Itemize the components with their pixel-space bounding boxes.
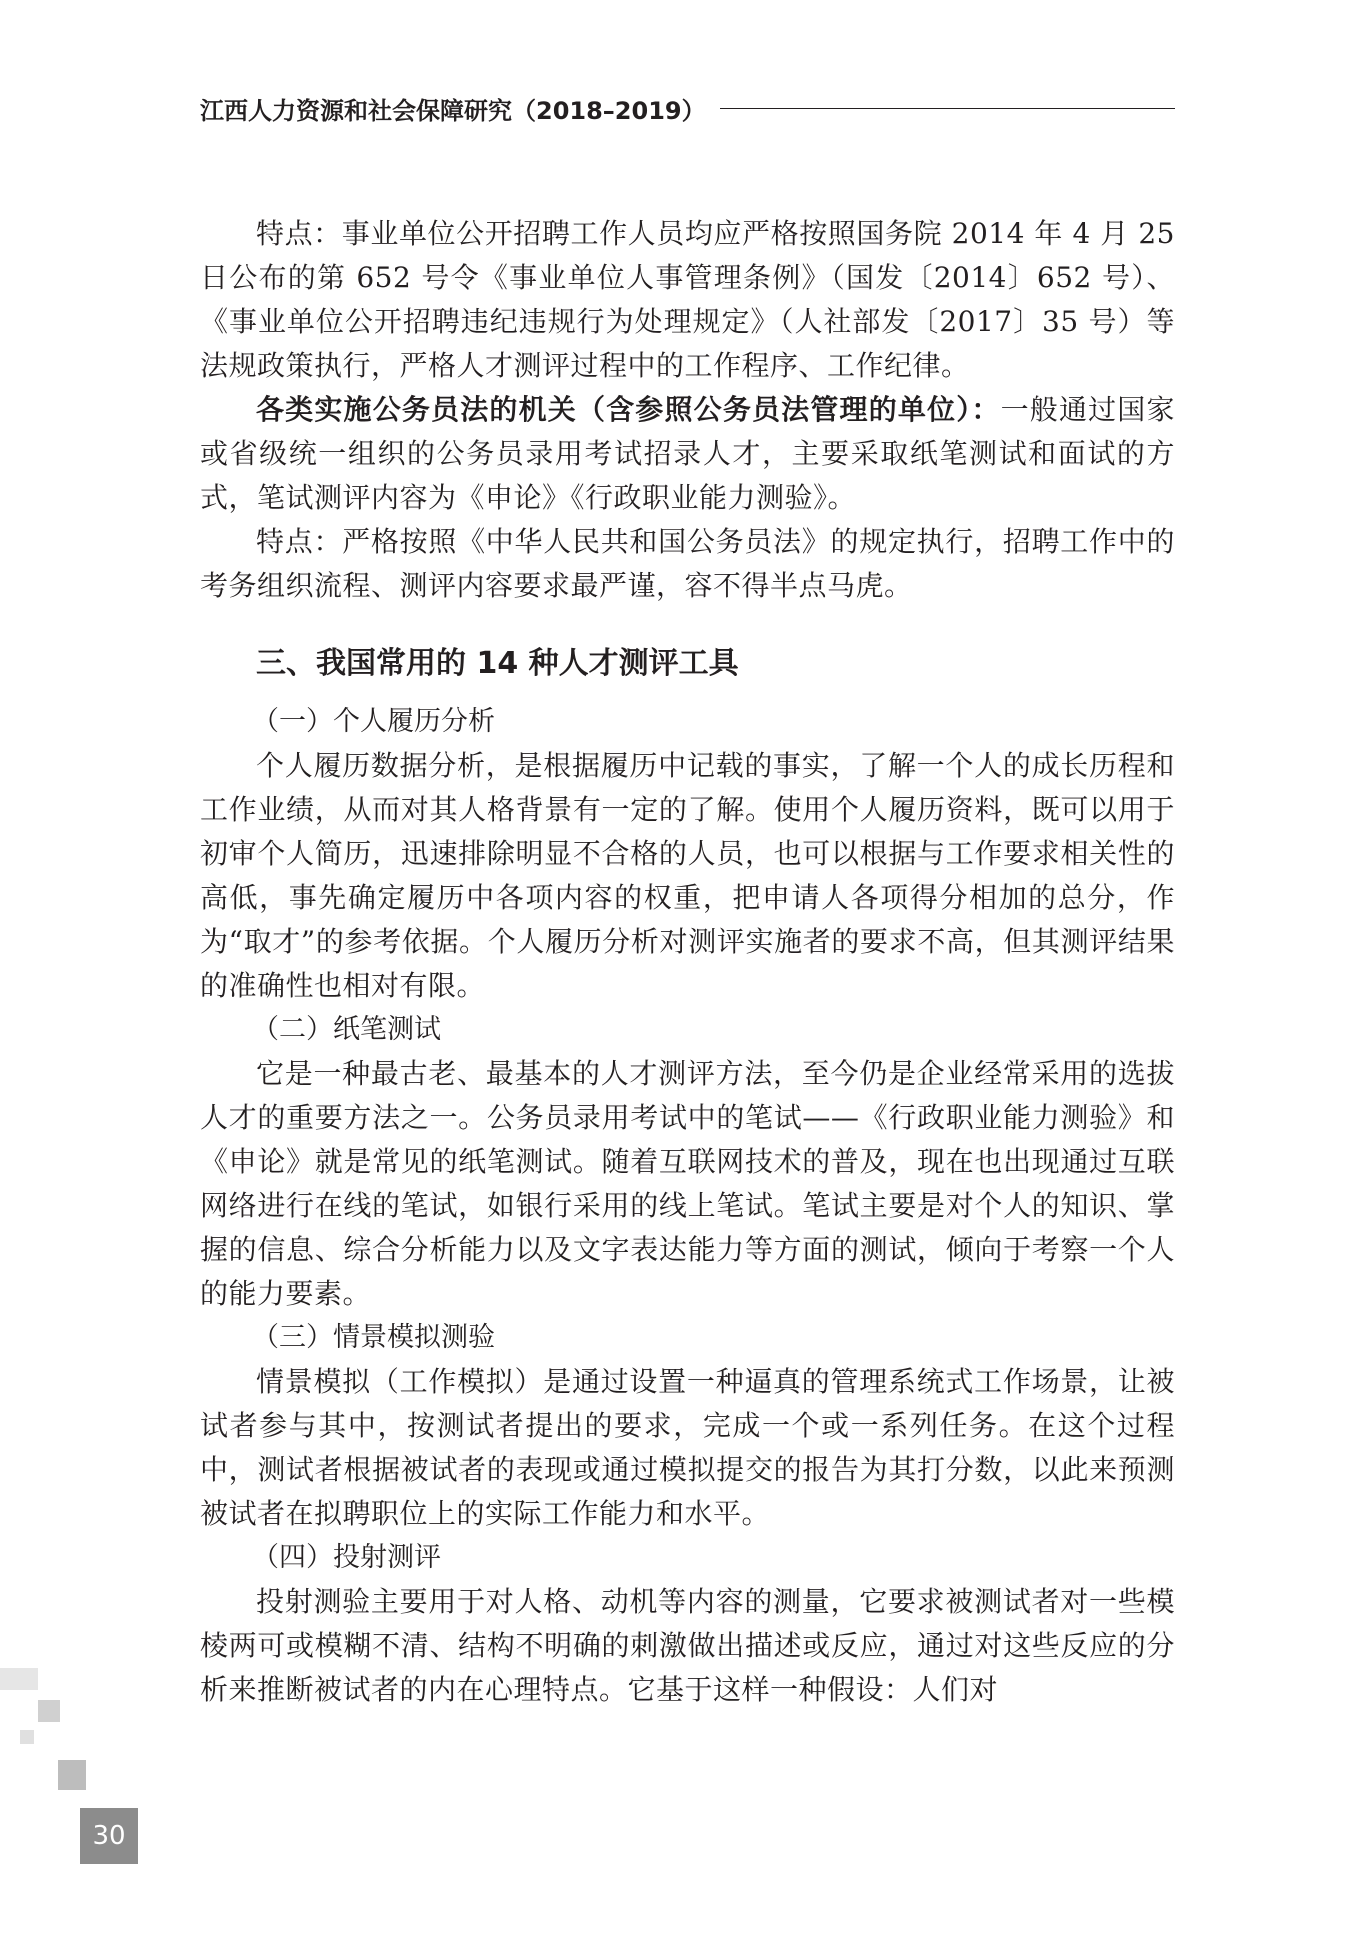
section-heading: 三、我国常用的 14 种人才测评工具 xyxy=(256,646,739,681)
paragraph-civil-servant-orgs xyxy=(200,388,1175,520)
subsection-2-paragraph: 它是一种最古老、最基本的人才测评方法，至今仍是企业经常采用的选拔人才的重要方法之一。公务员录用考试中的笔试——《行政职业能力测验》和《申论》就是常见的纸笔测试。随着互联网技术的普及，现在也出现通过互联网络进行在线的笔试，如银行采用的线上笔试。笔试主要是对个人的知识、掌握的信息、综合分析能力以及文字表达能力等方面的测试，倾向于考察一个人的能力要素。 xyxy=(200,1057,1175,1310)
subsection-3-paragraph: 情景模拟（工作模拟）是通过设置一种逼真的管理系统式工作场景，让被试者参与其中，按测试者提出的要求，完成一个或一系列任务。在这个过程中，测试者根据被试者的表现或通过模拟提交的报告为其打分数，以此来预测被试者在拟聘职位上的实际工作能力和水平。 xyxy=(200,1365,1175,1530)
decor-square-1 xyxy=(0,1668,38,1690)
decor-square-3 xyxy=(58,1760,86,1790)
subsection-heading-1: （一）个人履历分析 xyxy=(252,706,495,737)
subsection-heading-3: （三）情景模拟测验 xyxy=(252,1322,495,1353)
decor-square-4 xyxy=(20,1730,34,1744)
paragraph-features-1: 特点：事业单位公开招聘工作人员均应严格按照国务院 2014 年 4 月 25 日公布的第 652 号令《事业单位人事管理条例》（国发〔2014〕652 号）、《事业单位公开招聘违纪违规行为处理规定》（人社部发〔2017〕35 号）等法规政策执行，严格人才测评过程中的工作程序、工作纪律。 xyxy=(200,217,1175,382)
subsection-heading-4: （四）投射测评 xyxy=(252,1542,441,1573)
subsection-heading-2: （二）纸笔测试 xyxy=(252,1014,441,1045)
header-rule xyxy=(720,108,1175,109)
page-body xyxy=(200,212,1175,1712)
paragraph-lead-bold: 各类实施公务员法的机关（含参照公务员法管理的单位）： xyxy=(256,393,1001,426)
running-header-title: 江西人力资源和社会保障研究（2018–2019） xyxy=(200,96,706,125)
decor-square-2 xyxy=(38,1700,60,1722)
paragraph-features-2: 特点：严格按照《中华人民共和国公务员法》的规定执行，招聘工作中的考务组织流程、测评内容要求最严谨，容不得半点马虎。 xyxy=(200,525,1175,602)
subsection-4-paragraph: 投射测验主要用于对人格、动机等内容的测量，它要求被测试者对一些模棱两可或模糊不清、结构不明确的刺激做出描述或反应，通过对这些反应的分析来推断被试者的内在心理特点。它基于这样一种假设：人们对 xyxy=(200,1585,1175,1706)
paragraph-civil-servant-text: 一般通过国家或省级统一组织的公务员录用考试招录人才，主要采取纸笔测试和面试的方式，笔试测评内容为《申论》《行政职业能力测验》。 xyxy=(200,393,1175,514)
page-header xyxy=(200,88,1175,128)
subsection-1-paragraph: 个人履历数据分析，是根据履历中记载的事实，了解一个人的成长历程和工作业绩，从而对其人格背景有一定的了解。使用个人履历资料，既可以用于初审个人简历，迅速排除明显不合格的人员，也可以根据与工作要求相关性的高低，事先确定履历中各项内容的权重，把申请人各项得分相加的总分，作为“取才”的参考依据。个人履历分析对测评实施者的要求不高，但其测评结果的准确性也相对有限。 xyxy=(200,749,1175,1002)
page-number: 30 xyxy=(80,1808,138,1864)
